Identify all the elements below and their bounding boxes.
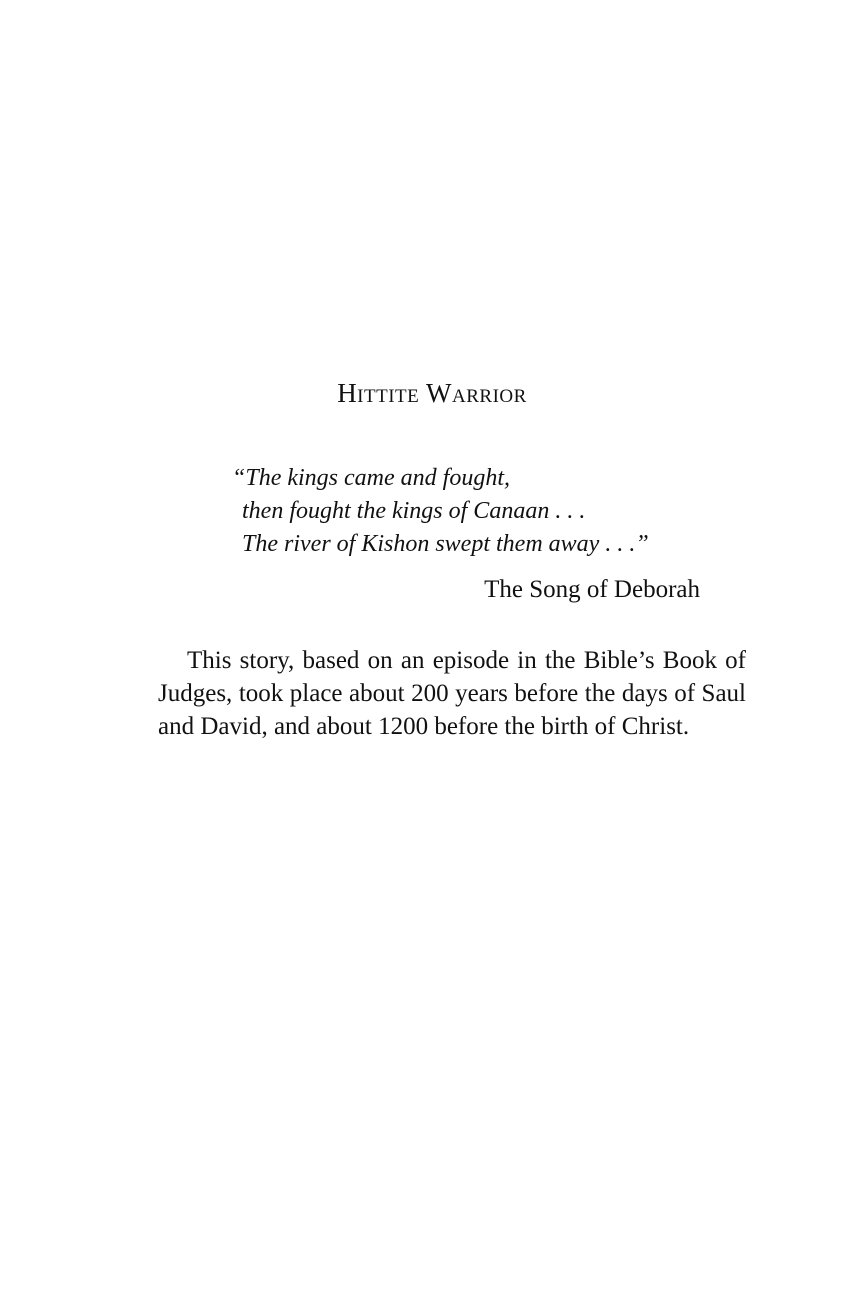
epigraph-line-1: “The kings came and fought, <box>232 465 510 491</box>
epigraph <box>232 462 752 561</box>
chapter-title: Hittite Warrior <box>337 378 527 408</box>
epigraph-line-2: then fought the kings of Canaan . . . <box>242 498 586 524</box>
epigraph-attribution: The Song of Deborah <box>484 576 700 603</box>
epigraph-line-3: The river of Kishon swept them away . . .” <box>242 531 649 557</box>
intro-paragraph: This story, based on an episode in the Bible’s Book of Judges, took place about 200 years before the days of Saul and David, and about 1200 before the birth of Christ. <box>158 647 746 740</box>
